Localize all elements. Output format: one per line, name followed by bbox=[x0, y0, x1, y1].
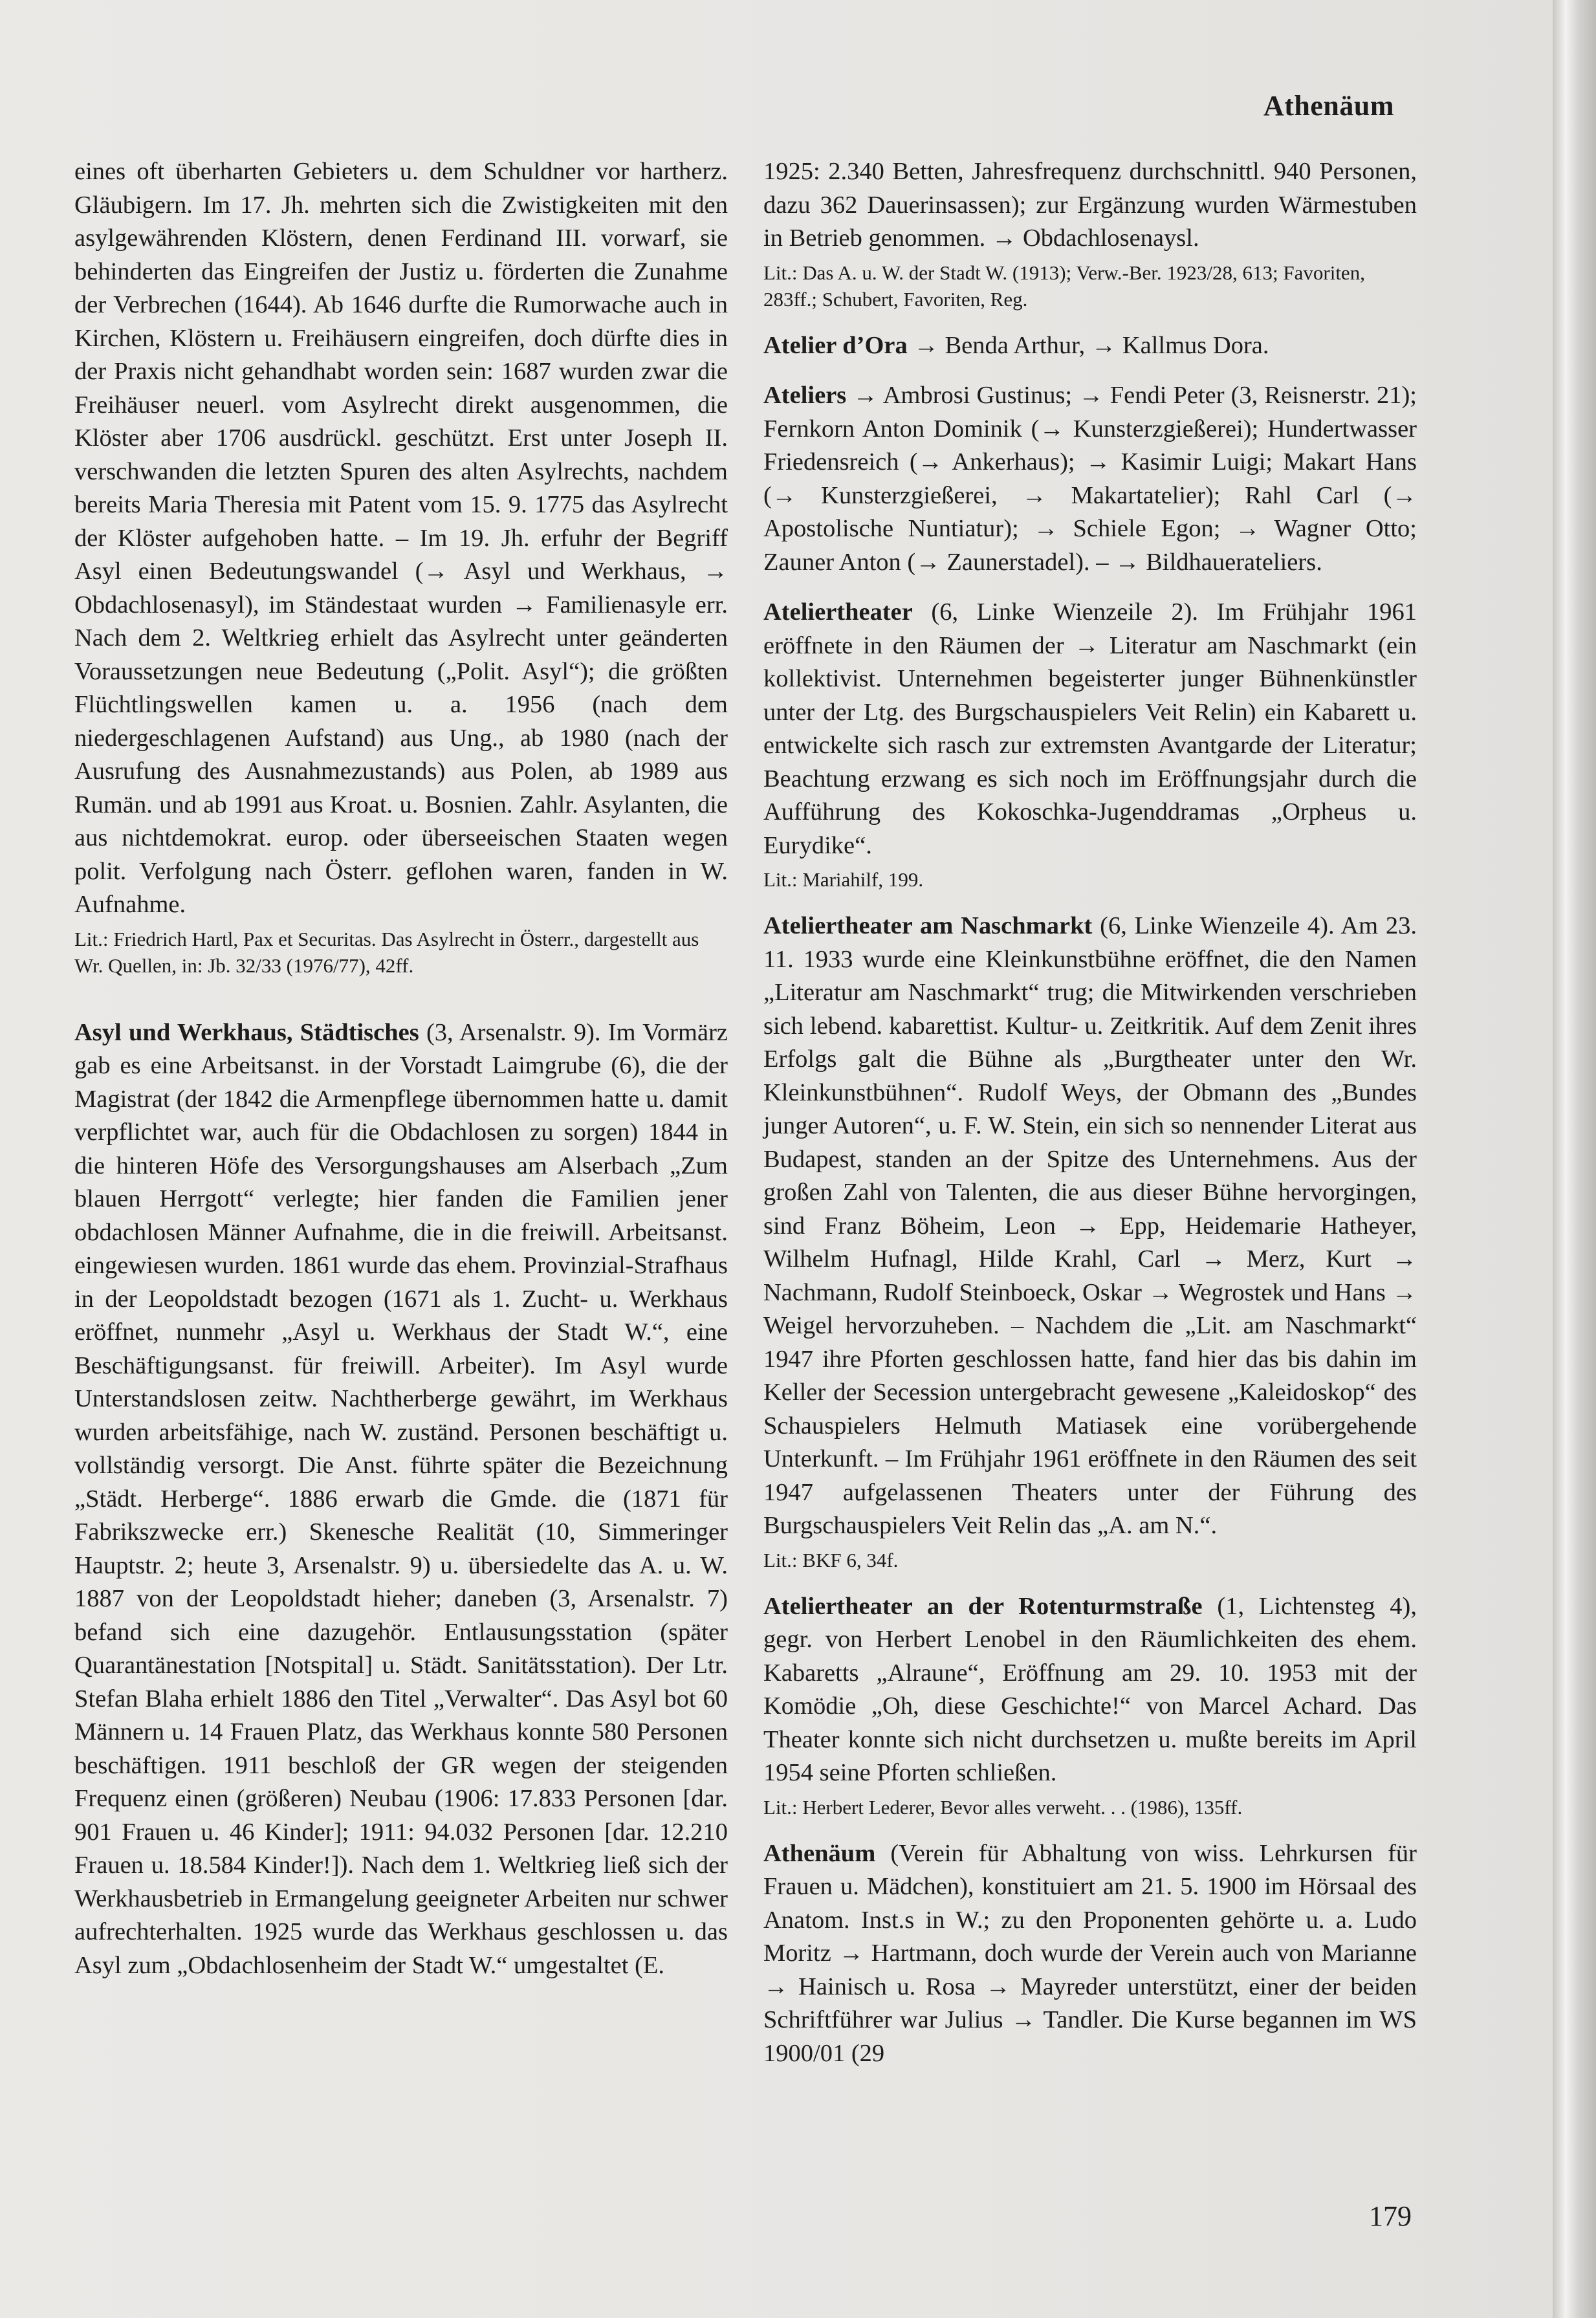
literature-reference: Lit.: Herbert Lederer, Bevor alles verweht. . . (1986), 135ff. bbox=[763, 1795, 1243, 1819]
entry-athenaeum bbox=[763, 1837, 1417, 2071]
entry-atelier-dora bbox=[763, 329, 1417, 363]
literature-reference: Lit.: Mariahilf, 199. bbox=[763, 868, 924, 891]
entry-text: → Ambrosi Gustinus; → Fendi Peter (3, Reisnerstr. 21); Fernkorn Anton Dominik (→ Kunsterzgießerei); Hundertwasser Friedensreich (→ Ankerhaus); → Kasimir Luigi; Makart Hans (→ Kunsterzgießerei, → Makartatelier); Rahl Carl (→ Apostolische Nuntiatur); → Schiele Egon; → Wagner Otto; Zauner Anton (→ Zaunerstadel). – → Bildhauerateliers. bbox=[763, 382, 1417, 576]
literature-reference: Lit.: Das A. u. W. der Stadt W. (1913); Verw.-Ber. 1923/28, 613; Favoriten, 283ff.; Schubert, Favoriten, Reg. bbox=[763, 261, 1365, 311]
entry-headword: Atelier d’Ora bbox=[763, 331, 908, 359]
literature-reference: Lit.: Friedrich Hartl, Pax et Securitas. Das Asylrecht in Österr., dargestellt aus Wr. Quellen, in: Jb. 32/33 (1976/77), 42ff. bbox=[74, 927, 699, 977]
entry-ateliertheater-naschmarkt bbox=[763, 910, 1417, 1543]
right-column bbox=[763, 155, 1417, 2070]
entry-ateliertheater bbox=[763, 596, 1417, 862]
entry-text: (Verein für Abhaltung von wiss. Lehrkursen für Frauen u. Mädchen), konstituiert am 21. 5. 1900 im Hörsaal des Anatom. Inst.s in W.; zu den Proponenten gehörte u. a. Ludo Moritz → Hartmann, doch wurde der Verein auch von Marianne → Hainisch u. Rosa → Mayreder unterstützt, einer der beiden Schriftführer war Julius → Tandler. Die Kurse begannen im WS 1900/01 (29 bbox=[763, 1839, 1417, 2067]
entry-ateliertheater-rotenturmstrasse bbox=[763, 1590, 1417, 1790]
literature-reference: Lit.: BKF 6, 34f. bbox=[763, 1548, 899, 1571]
entry-text: (3, Arsenalstr. 9). Im Vormärz gab es eine Arbeitsanst. in der Vorstadt Laimgrube (6), die der Magistrat (der 1842 die Armenpflege übernommen hatte u. damit verpflichtet war, auch für die Obdachlosen zu sorgen) 1844 in die hinteren Höfe des Versorgungshauses am Alserbach „Zum blauen Herrgott“ verlegte; hier fanden die Familien jener obdachlosen Männer Aufnahme, die in die freiwill. Arbeitsanst. eingewiesen wurden. 1861 wurde das ehem. Provinzial-Strafhaus in der Leopoldstadt bezogen (1671 als 1. Zucht- u. Werkhaus eröffnet, nunmehr „Asyl u. Werkhaus der Stadt W.“, eine Beschäftigungsanst. für freiwill. Arbeiter). Im Asyl wurde Unterstandslosen zeitw. Nachtherberge gewährt, im Werkhaus wurden arbeitsfähige, nach W. zuständ. Personen beschäftigt u. vollständig versorgt. Die Anst. führte später die Bezeichnung „Städt. Herberge“. 1886 erwarb die Gmde. die (1871 für Fabrikszwecke err.) Skenesche Realität (10, Simmeringer Hauptstr. 2; heute 3, Arsenalstr. 9) u. übersiedelte das A. u. W. 1887 von der Leopoldstadt hieher; daneben (3, Arsenalstr. 7) befand sich eine dazugehör. Entlausungsstation (später Quarantänestation [Notspital] u. Städt. Sanitätsstation). Der Ltr. Stefan Blaha erhielt 1886 den Titel „Verwalter“. Das Asyl bot 60 Männern u. 14 Frauen Platz, das Werkhaus konnte 580 Personen beschäftigen. 1911 beschloß der GR wegen der steigenden Frequenz einen (größeren) Neubau (1906: 17.833 Personen [dar. 901 Frauen u. 46 Kinder]; 1911: 94.032 Personen [dar. 12.210 Frauen u. 18.584 Kinder!]). Nach dem 1. Weltkrieg ließ sich der Werkhausbetrieb in Ermangelung geeigneter Arbeiten nur schwer aufrechterhalten. 1925 wurde das Werkhaus geschlossen u. das Asyl zum „Obdachlosenheim der Stadt W.“ umgestaltet (E. bbox=[74, 1018, 728, 1979]
entry-text: (6, Linke Wienzeile 4). Am 23. 11. 1933 wurde eine Kleinkunstbühne eröffnet, die den Namen „Literatur am Naschmarkt“ trug; die Mitwirkenden verschrieben sich lebend. kabarettist. Kultur- u. Zeitkritik. Auf dem Zenit ihres Erfolgs galt die Bühne als „Burgtheater unter den Wr. Kleinkunstbühnen“. Rudolf Weys, der Obmann des „Bundes junger Autoren“, u. F. W. Stein, ein sich so nennender Literat aus Budapest, standen an der Spitze des Unternehmens. Aus der großen Zahl von Talenten, die aus dieser Bühne hervorgingen, sind Franz Böheim, Leon → Epp, Heidemarie Hatheyer, Wilhelm Hufnagl, Hilde Krahl, Carl → Merz, Kurt → Nachmann, Rudolf Steinboeck, Oskar → Wegrostek und Hans → Weigel hervorzuheben. – Nachdem die „Lit. am Naschmarkt“ 1947 ihre Pforten geschlossen hatte, fand hier das bis dahin im Keller der Secession untergebracht gewesene „Kaleidoskop“ des Schauspielers Helmuth Matiasek eine vorübergehende Unterkunft. – Im Frühjahr 1961 eröffnete in den Räumen des seit 1947 aufgelassenen Theaters unter der Führung des Burgschauspielers Veit Relin das „A. am N.“. bbox=[763, 912, 1417, 1539]
entry-text: → Benda Arthur, → Kallmus Dora. bbox=[907, 331, 1269, 359]
left-column bbox=[74, 155, 728, 1982]
entry-text: 1925: 2.340 Betten, Jahresfrequenz durchschnittl. 940 Personen, dazu 362 Dauerinsassen); zur Ergänzung wurden Wärmestuben in Betrieb genommen. → Obdachlosenaysl. bbox=[763, 158, 1417, 252]
entry-asyl-und-werkhaus bbox=[74, 1016, 728, 1983]
running-head: Athenäum bbox=[1263, 90, 1394, 122]
entry-headword: Asyl und Werkhaus, Städtisches bbox=[74, 1018, 419, 1046]
entry-asyl-continued bbox=[74, 155, 728, 922]
entry-text: (6, Linke Wienzeile 2). Im Frühjahr 1961 eröffnete in den Räumen der → Literatur am Naschmarkt (ein kollektivist. Unternehmen begeisterter junger Bühnenkünstler unter der Ltg. des Burgschauspielers Veit Relin) ein Kabarett u. entwickelte sich rasch zur extremsten Avantgarde der Literatur; Beachtung erzwang es sich noch im Eröffnungsjahr durch die Aufführung des Kokoschka-Jugenddramas „Orpheus u. Eurydike“. bbox=[763, 598, 1417, 859]
entry-headword: Ateliers bbox=[763, 382, 847, 409]
entry-headword: Ateliertheater bbox=[763, 598, 913, 626]
page-number: 179 bbox=[1369, 2200, 1412, 2232]
page-edge bbox=[1553, 0, 1596, 2318]
entry-ateliers bbox=[763, 379, 1417, 579]
entry-asyl-werkhaus-continued bbox=[763, 155, 1417, 256]
entry-headword: Ateliertheater am Naschmarkt bbox=[763, 912, 1093, 939]
entry-headword: Ateliertheater an der Rotenturmstraße bbox=[763, 1592, 1203, 1620]
entry-text: (1, Lichtensteg 4), gegr. von Herbert Lenobel in den Räumlichkeiten des ehem. Kabaretts „Alraune“, Eröffnung am 29. 10. 1953 mit der Komödie „Oh, diese Geschichte!“ von Marcel Achard. Das Theater konnte sich nicht durchsetzen u. mußte bereits im April 1954 seine Pforten schließen. bbox=[763, 1592, 1417, 1786]
entry-headword: Athenäum bbox=[763, 1839, 876, 1867]
entry-text: eines oft überharten Gebieters u. dem Schuldner vor hartherz. Gläubigern. Im 17. Jh. mehrten sich die Zwistigkeiten mit den asylgewährenden Klöstern, denen Ferdinand III. vorwarf, sie behinderten das Eingreifen der Justiz u. förderten die Zunahme der Verbrechen (1644). Ab 1646 durfte die Rumorwache auch in Kirchen, Klöstern u. Freihäusern eingreifen, doch dürfte dies in der Praxis nicht gehandhabt worden sein: 1687 wurden zwar die Freihäuser neuerl. vom Asylrecht direkt ausgenommen, die Klöster aber 1706 ausdrückl. geschützt. Erst unter Joseph II. verschwanden die letzten Spuren des alten Asylrechts, nachdem bereits Maria Theresia mit Patent vom 15. 9. 1775 das Asylrecht der Klöster aufgehoben hatte. – Im 19. Jh. erfuhr der Begriff Asyl einen Bedeutungswandel (→ Asyl und Werkhaus, → Obdachlosenasyl), im Ständestaat wurden → Familienasyle err. Nach dem 2. Weltkrieg erhielt das Asylrecht unter geänderten Voraussetzungen neue Bedeutung („Polit. Asyl“); die größten Flüchtlingswellen kamen u. a. 1956 (nach dem niedergeschlagenen Aufstand) aus Ung., ab 1980 (nach der Ausrufung des Ausnahmezustands) aus Polen, ab 1989 aus Rumän. und ab 1991 aus Kroat. u. Bosnien. Zahlr. Asylanten, die aus nichtdemokrat. europ. oder überseeischen Staaten wegen polit. Verfolgung nach Österr. geflohen waren, fanden in W. Aufnahme. bbox=[74, 158, 728, 918]
